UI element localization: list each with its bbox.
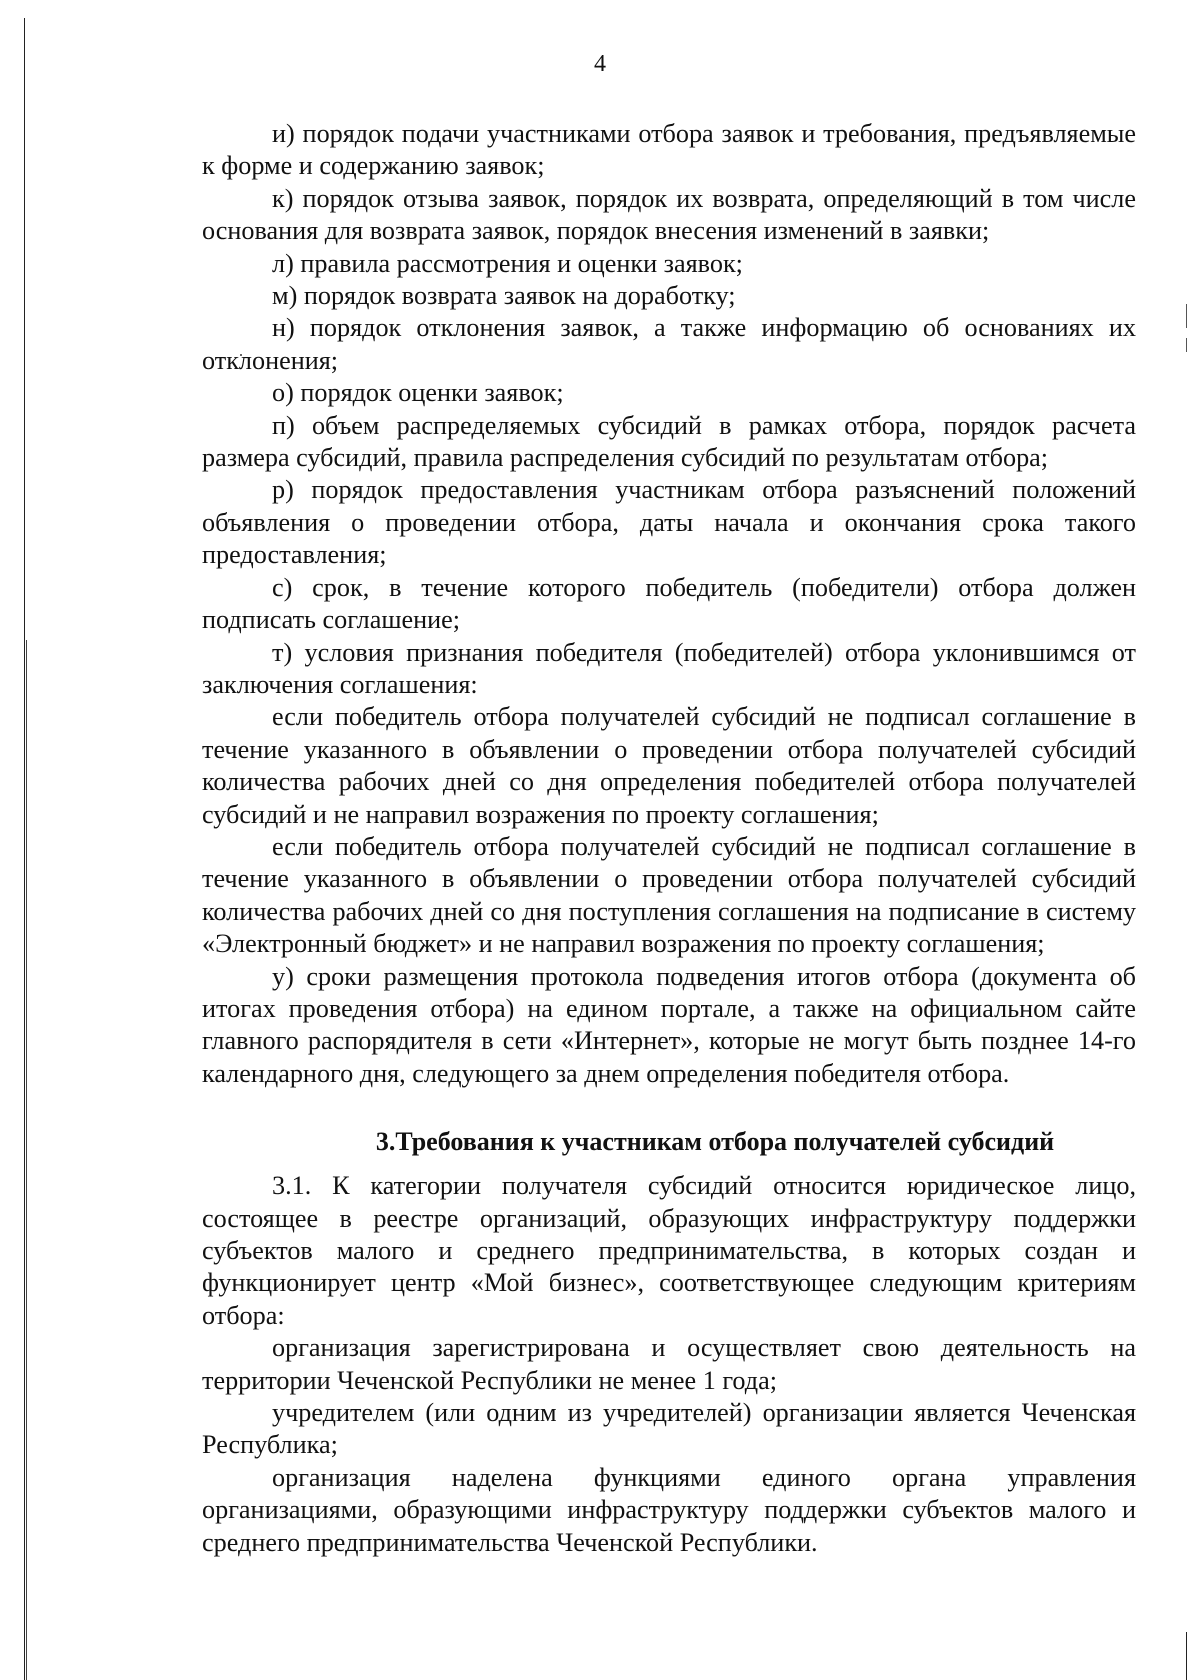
paragraph-l: л) правила рассмотрения и оценки заявок; bbox=[272, 248, 743, 278]
scan-right-edge-line bbox=[1186, 1632, 1187, 1680]
paragraph-u: у) сроки размещения протокола подведения итогов отбора (документа об итогах проведения отбора) на едином портале, а также на официальном сайте главного распорядителя в сети «Интернет», которые не могут быть позднее 14-го календарного дня, следующего за днем определения победителя отбора. bbox=[202, 961, 1136, 1088]
paragraph-o: о) порядок оценки заявок; bbox=[272, 378, 564, 408]
criterion-management-functions: организация наделена функциями единого органа управления организациями, образующими инфраструктуру поддержки субъектов малого и среднего предпринимательства Чеченской Республики. bbox=[202, 1462, 1136, 1557]
page-number: 4 bbox=[594, 51, 606, 77]
section-3-heading: 3.Требования к участникам отбора получателей субсидий bbox=[375, 1127, 1055, 1157]
scan-left-edge-line bbox=[24, 18, 25, 1680]
paragraph-n: н) порядок отклонения заявок, а также информацию об основаниях их отклонения; bbox=[202, 313, 1136, 375]
paragraph-t: т) условия признания победителя (победителей) отбора уклонившимся от заключения соглашения: bbox=[202, 637, 1136, 699]
criterion-registration: организация зарегистрирована и осуществляет свою деятельность на территории Чеченской Республики не менее 1 года; bbox=[202, 1333, 1136, 1395]
paragraph-i: и) порядок подачи участниками отбора заявок и требования, предъявляемые к форме и содержанию заявок; bbox=[202, 119, 1136, 181]
scan-right-mark bbox=[1186, 338, 1187, 352]
paragraph-m: м) порядок возврата заявок на доработку; bbox=[272, 281, 736, 311]
scan-left-edge-line-secondary bbox=[26, 640, 27, 1680]
paragraph-k: к) порядок отзыва заявок, порядок их возврата, определяющий в том числе основания для возврата заявок, порядок внесения изменений в заявки; bbox=[202, 183, 1136, 246]
scan-right-mark bbox=[1186, 304, 1187, 328]
paragraph-s: с) срок, в течение которого победитель (победители) отбора должен подписать соглашение; bbox=[202, 572, 1136, 635]
paragraph-p: п) объем распределяемых субсидий в рамках отбора, порядок расчета размера субсидий, правила распределения субсидий по результатам отбора; bbox=[202, 410, 1136, 473]
paragraph-3-1: 3.1. К категории получателя субсидий относится юридическое лицо, состоящее в реестре организаций, образующих инфраструктуру поддержки субъектов малого и среднего предпринимательства, в которых создан и функционирует центр «Мой бизнес», соответствующее следующим критериям отбора: bbox=[202, 1171, 1136, 1330]
paragraph-t-condition-1: если победитель отбора получателей субсидий не подписал соглашение в течение указанного в объявлении о проведении отбора получателей субсидий количества рабочих дней со дня определения победителей отбора получателей субсидий и не направил возражения по проекту соглашения; bbox=[202, 702, 1136, 829]
paragraph-t-condition-2: если победитель отбора получателей субсидий не подписал соглашение в течение указанного в объявлении о проведении отбора получателей субсидий количества рабочих дней со дня поступления соглашения на подписание в систему «Электронный бюджет» и не направил возражения по проекту соглашения; bbox=[202, 831, 1136, 959]
document-body bbox=[202, 118, 1136, 1559]
paragraph-r: р) порядок предоставления участникам отбора разъяснений положений объявления о проведении отбора, даты начала и окончания срока такого предоставления; bbox=[202, 475, 1136, 570]
criterion-founder: учредителем (или одним из учредителей) организации является Чеченская Республика; bbox=[202, 1398, 1136, 1460]
